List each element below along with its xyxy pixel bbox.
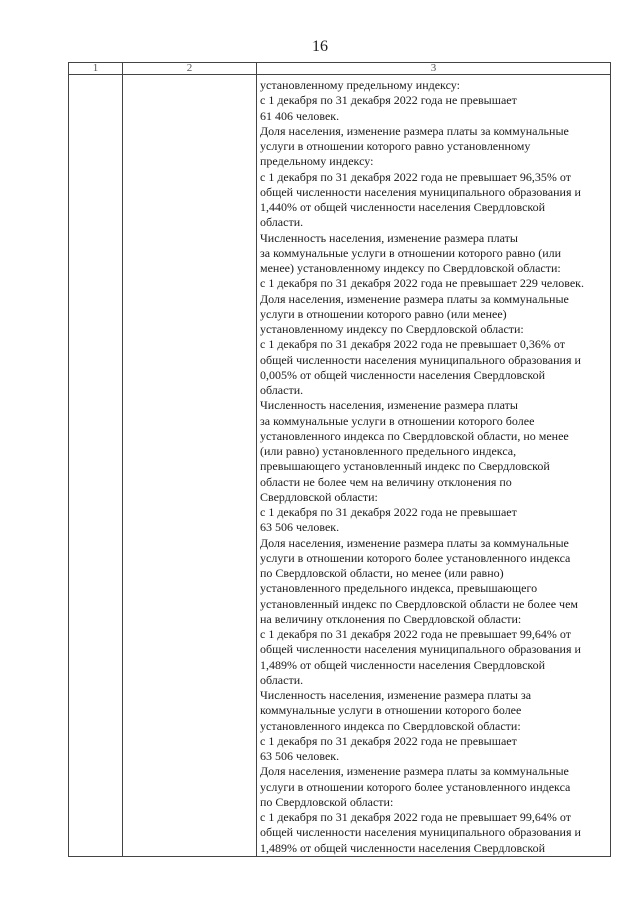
text-line: с 1 декабря по 31 декабря 2022 года не превышает 99,64% от <box>260 810 571 824</box>
text-line: Доля населения, изменение размера платы за коммунальные <box>260 123 569 138</box>
text-line: 1,489% от общей численности населения Свердловской <box>260 840 546 855</box>
table-cell-col2 <box>123 75 257 857</box>
text-line: 1,489% от общей численности населения Свердловской <box>260 657 546 672</box>
text-line: предельному индексу: <box>260 154 374 169</box>
text-line: области не более чем на величину отклонения по <box>260 474 512 489</box>
text-line: Численность населения, изменение размера платы <box>260 230 518 245</box>
text-line: с 1 декабря по 31 декабря 2022 года не превышает 96,35% от <box>260 169 571 184</box>
column-header-2: 2 <box>123 63 257 75</box>
text-line: Численность населения, изменение размера платы за <box>260 688 532 702</box>
text-line: общей численности населения муниципального образования и <box>260 184 581 199</box>
text-line: 61 406 человек. <box>260 108 340 123</box>
text-line: на величину отклонения по Свердловской области: <box>260 611 522 626</box>
text-line: с 1 декабря по 31 декабря 2022 года не превышает <box>260 93 517 108</box>
text-line: с 1 декабря по 31 декабря 2022 года не превышает 229 человек. <box>260 276 584 291</box>
text-line: услуги в отношении которого более установленного индекса <box>260 550 571 565</box>
text-line: услуги в отношении которого равно (или менее) <box>260 306 507 321</box>
text-line: установленному индексу по Свердловской области: <box>260 322 524 336</box>
table-cell-col3 <box>257 75 611 857</box>
document-table <box>68 62 611 857</box>
text-line: с 1 декабря по 31 декабря 2022 года не превышает <box>260 733 517 748</box>
text-line: по Свердловской области, но менее (или равно) <box>260 566 504 580</box>
text-line: 1,440% от общей численности населения Свердловской <box>260 200 546 214</box>
text-line: коммунальные услуги в отношении которого более <box>260 703 522 718</box>
text-line: услуги в отношении которого более установленного индекса <box>260 779 571 794</box>
text-line: Доля населения, изменение размера платы за коммунальные <box>260 764 569 779</box>
page-number: 16 <box>312 38 328 55</box>
text-line: установленного индекса по Свердловской области, но менее <box>260 428 569 443</box>
text-line: услуги в отношении которого равно установленному <box>260 139 531 153</box>
column-header-1: 1 <box>69 63 123 75</box>
text-line: общей численности населения муниципального образования и <box>260 352 581 367</box>
text-line: общей численности населения муниципального образования и <box>260 825 581 840</box>
text-line: по Свердловской области: <box>260 794 394 809</box>
text-line: Доля населения, изменение размера платы за коммунальные <box>260 535 569 550</box>
text-line: за коммунальные услуги в отношении которого более <box>260 413 535 428</box>
text-line: 63 506 человек. <box>260 749 340 763</box>
text-line: Свердловской области: <box>260 489 378 504</box>
text-line: области. <box>260 383 304 397</box>
text-line: установленного индекса по Свердловской области: <box>260 718 521 733</box>
cell-text-block <box>257 75 610 856</box>
text-line: с 1 декабря по 31 декабря 2022 года не превышает 99,64% от <box>260 627 571 641</box>
text-line: установленного предельного индекса, превышающего <box>260 581 538 596</box>
text-line: с 1 декабря по 31 декабря 2022 года не превышает 0,36% от <box>260 337 565 352</box>
text-line: превышающего установленный индекс по Свердловской <box>260 459 550 474</box>
text-line: менее) установленному индексу по Свердловской области: <box>260 261 561 275</box>
text-line: Численность населения, изменение размера платы <box>260 398 518 413</box>
text-line: установленный индекс по Свердловской области не более чем <box>260 596 578 611</box>
text-line: с 1 декабря по 31 декабря 2022 года не превышает <box>260 505 517 519</box>
table-cell-col1 <box>69 75 123 857</box>
text-line: области. <box>260 215 304 230</box>
column-header-3: 3 <box>257 63 611 75</box>
text-line: (или равно) установленного предельного индекса, <box>260 444 517 458</box>
text-line: за коммунальные услуги в отношении которого равно (или <box>260 245 562 260</box>
text-line: установленному предельному индексу: <box>260 78 460 92</box>
text-line: общей численности населения муниципального образования и <box>260 642 581 657</box>
table-header-row <box>69 63 611 75</box>
text-line: Доля населения, изменение размера платы за коммунальные <box>260 291 569 306</box>
table-row <box>69 75 611 857</box>
text-line: 63 506 человек. <box>260 520 340 535</box>
text-line: области. <box>260 672 304 687</box>
text-line: 0,005% от общей численности населения Свердловской <box>260 367 546 382</box>
